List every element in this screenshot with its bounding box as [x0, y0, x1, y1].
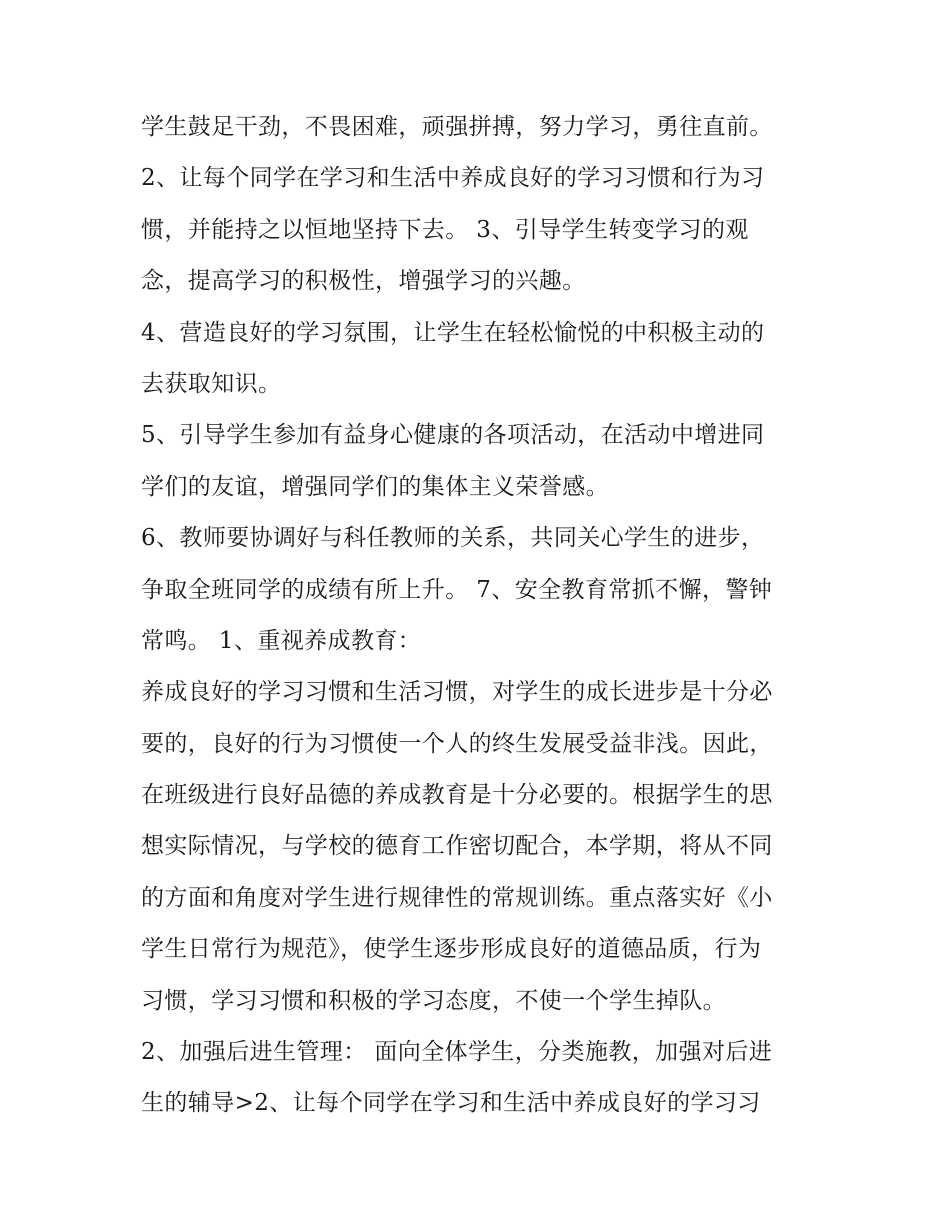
- text-line: 在班级进行良好品德的养成教育是十分必要的。根据学生的思: [141, 782, 773, 809]
- text-line: 5、引导学生参加有益身心健康的各项活动，在活动中增进同: [141, 422, 765, 449]
- text-line: 6、教师要协调好与科任教师的关系，共同关心学生的进步，: [141, 525, 765, 552]
- text-line: 4、营造良好的学习氛围，让学生在轻松愉悦的中积极主动的: [141, 319, 765, 346]
- text-line: 学生日常行为规范》，使学生逐步形成良好的道德品质，行为: [141, 936, 762, 963]
- text-line: 去获取知识。: [141, 370, 282, 397]
- text-line: 的方面和角度对学生进行规律性的常规训练。重点落实好《小: [141, 884, 773, 911]
- text-line: 2、加强后进生管理： 面向全体学生，分类施教，加强对后进: [141, 1039, 773, 1066]
- text-line: 习惯，学习习惯和积极的学习态度，不使一个学生掉队。: [141, 987, 726, 1014]
- document-body: [0, 102, 950, 1130]
- text-line: 想实际情况，与学校的德育工作密切配合，本学期，将从不同: [141, 833, 773, 860]
- text-line: 学们的友谊，增强同学们的集体主义荣誉感。: [141, 473, 609, 500]
- text-line: 惯，并能持之以恒地坚持下去。 3、引导学生转变学习的观: [141, 216, 749, 243]
- text-line: 争取全班同学的成绩有所上升。 7、安全教育常抓不懈，警钟: [141, 576, 773, 603]
- text-line: 2、让每个同学在学习和生活中养成良好的学习习惯和行为习: [141, 165, 765, 192]
- text-line: 学生鼓足干劲，不畏困难，顽强拼搏，努力学习，勇往直前。: [141, 114, 773, 140]
- text-line: 常鸣。 1、重视养成教育：: [141, 627, 422, 654]
- text-line: 生的辅导>2、让每个同学在学习和生活中养成良好的学习习: [141, 1090, 761, 1117]
- text-line: 要的，良好的行为习惯使一个人的终生发展受益非浅。因此，: [141, 730, 773, 757]
- text-line: 念，提高学习的积极性，增强学习的兴趣。: [141, 268, 586, 295]
- text-line: 养成良好的学习习惯和生活习惯，对学生的成长进步是十分必: [141, 679, 773, 706]
